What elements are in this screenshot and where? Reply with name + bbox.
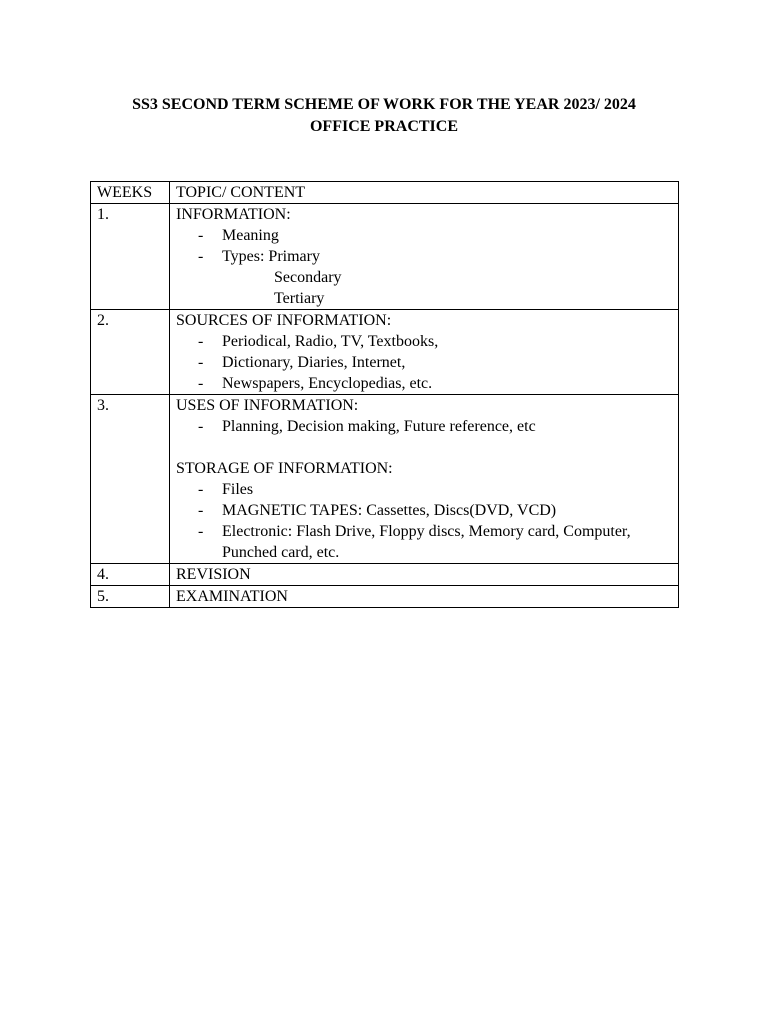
bullet-dash: -: [198, 523, 204, 540]
list-item: [176, 331, 672, 352]
document-subtitle: OFFICE PRACTICE: [309, 118, 458, 135]
topic-heading: REVISION: [176, 566, 251, 583]
bullet-dash: -: [198, 333, 204, 350]
list-item: [176, 500, 672, 521]
table-row: [91, 564, 679, 586]
scheme-table: [90, 181, 679, 608]
week-number: 3.: [91, 395, 170, 564]
week-number: 5.: [91, 586, 170, 608]
topic-cell: [170, 564, 679, 586]
bullet-dash: -: [198, 502, 204, 519]
week-number: 1.: [91, 204, 170, 310]
table-row: [91, 204, 679, 310]
table-row: [91, 310, 679, 395]
list-item: [176, 416, 672, 437]
topic-heading: USES OF INFORMATION:: [176, 397, 359, 414]
table-header-row: [91, 182, 679, 204]
bullet-list: [176, 479, 672, 563]
list-item-text: Meaning: [222, 227, 279, 244]
topic-cell: [170, 310, 679, 395]
list-item: [176, 246, 672, 267]
sub-item: Secondary: [274, 269, 342, 286]
list-item-text: Dictionary, Diaries, Internet,: [222, 354, 406, 371]
bullet-dash: -: [198, 418, 204, 435]
list-item-text: Periodical, Radio, TV, Textbooks,: [222, 333, 439, 350]
topic-heading: STORAGE OF INFORMATION:: [176, 460, 393, 477]
topic-cell: [170, 395, 679, 564]
list-item: [176, 479, 672, 500]
bullet-dash: -: [198, 354, 204, 371]
list-item: [176, 521, 672, 563]
sub-item: Tertiary: [274, 290, 325, 307]
list-item: [176, 373, 672, 394]
bullet-dash: -: [198, 481, 204, 498]
table-row: [91, 395, 679, 564]
topic-heading: INFORMATION:: [176, 206, 291, 223]
topic-cell: [170, 586, 679, 608]
document-title: SS3 SECOND TERM SCHEME OF WORK FOR THE YEAR 2023/ 2024: [132, 96, 636, 113]
blank-line: [176, 437, 672, 458]
column-header-weeks: WEEKS: [91, 182, 170, 204]
list-item-text: Electronic: Flash Drive, Floppy discs, Memory card, Computer, Punched card, etc.: [222, 523, 631, 561]
column-header-topic: TOPIC/ CONTENT: [170, 182, 679, 204]
bullet-dash: -: [198, 227, 204, 244]
table-row: [91, 586, 679, 608]
list-item-text: MAGNETIC TAPES: Cassettes, Discs(DVD, VCD): [222, 502, 557, 519]
list-item-text: Files: [222, 481, 254, 498]
topic-heading: SOURCES OF INFORMATION:: [176, 312, 392, 329]
list-item-text: Planning, Decision making, Future reference, etc: [222, 418, 536, 435]
topic-heading: EXAMINATION: [176, 588, 288, 605]
week-number: 2.: [91, 310, 170, 395]
bullet-dash: -: [198, 248, 204, 265]
bullet-list: [176, 416, 672, 437]
list-item: [176, 225, 672, 246]
topic-cell: [170, 204, 679, 310]
list-item-text: Newspapers, Encyclopedias, etc.: [222, 375, 433, 392]
list-item: [176, 352, 672, 373]
list-item-text: Types: Primary: [222, 248, 320, 265]
week-number: 4.: [91, 564, 170, 586]
bullet-list: [176, 225, 672, 267]
bullet-dash: -: [198, 375, 204, 392]
bullet-list: [176, 331, 672, 394]
